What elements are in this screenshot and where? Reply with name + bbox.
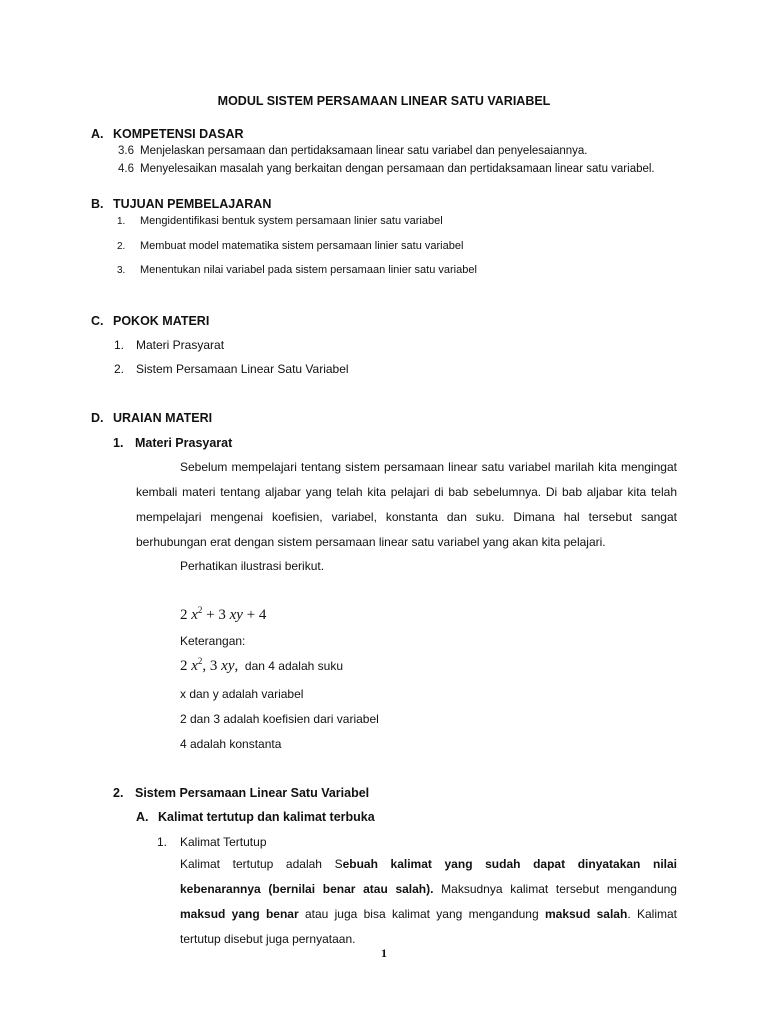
kd-item bbox=[118, 163, 655, 175]
tp-item bbox=[117, 215, 443, 227]
kalimat-tertutup-paragraph bbox=[180, 852, 677, 952]
terms-sep: , 3 bbox=[202, 658, 222, 674]
section-c-letter: C. bbox=[91, 314, 104, 328]
tp-item-text: Mengidentifikasi bentuk system persamaan linier satu variabel bbox=[140, 215, 443, 227]
subsection-2a-letter: A. bbox=[136, 810, 149, 824]
section-a-title: KOMPETENSI DASAR bbox=[113, 127, 244, 141]
section-a-heading bbox=[91, 127, 244, 141]
pm-item bbox=[114, 338, 224, 352]
kd-item-text: Menyelesaikan masalah yang berkaitan dengan persamaan dan pertidaksamaan linear satu variabel. bbox=[140, 163, 655, 175]
pm-item-number: 1. bbox=[114, 338, 125, 352]
kd-item bbox=[118, 145, 588, 157]
para-text-1: Kalimat tertutup adalah S bbox=[180, 857, 343, 871]
tp-item-number: 2. bbox=[117, 241, 126, 252]
section-b-heading bbox=[91, 197, 271, 211]
pm-item-text: Sistem Persamaan Linear Satu Variabel bbox=[136, 362, 349, 376]
para-text-2: Maksudnya kalimat tersebut mengandung bbox=[433, 882, 677, 896]
illustration-intro: Perhatikan ilustrasi berikut. bbox=[180, 559, 325, 573]
tp-item-text: Membuat model matematika sistem persamaan linier satu variabel bbox=[140, 240, 464, 252]
para-text-3: atau juga bisa kalimat yang mengandung bbox=[298, 907, 545, 921]
document-title: MODUL SISTEM PERSAMAAN LINEAR SATU VARIABEL bbox=[217, 94, 551, 108]
kalimat-tertutup-heading bbox=[157, 835, 267, 849]
expr-exponent: 2 bbox=[197, 605, 203, 615]
expr-op-2: + 4 bbox=[242, 607, 267, 623]
subsection-2-number: 2. bbox=[113, 786, 124, 800]
kd-item-number: 4.6 bbox=[118, 163, 134, 175]
pm-item-text: Materi Prasyarat bbox=[136, 338, 225, 352]
section-a-letter: A. bbox=[91, 127, 104, 141]
note-line: x dan y adalah variabel bbox=[180, 687, 304, 701]
subsection-1-heading bbox=[113, 436, 232, 450]
expr-var-xy: xy bbox=[229, 607, 243, 623]
tp-item-text: Menentukan nilai variabel pada sistem persamaan linier satu variabel bbox=[140, 264, 477, 276]
subsection-2a-title: Kalimat tertutup dan kalimat terbuka bbox=[158, 810, 375, 824]
pm-item bbox=[114, 362, 349, 376]
expr-op-1: + 3 bbox=[202, 607, 230, 623]
terms-math bbox=[180, 658, 238, 674]
kalimat-tertutup-title: Kalimat Tertutup bbox=[180, 835, 267, 849]
terms-exponent: 2 bbox=[197, 656, 203, 666]
terms-coef-1: 2 bbox=[180, 658, 188, 674]
tp-item-number: 1. bbox=[117, 216, 126, 227]
subsection-1-number: 1. bbox=[113, 436, 124, 450]
tp-item bbox=[117, 264, 477, 276]
kalimat-tertutup-number: 1. bbox=[157, 835, 168, 849]
subsection-2-heading bbox=[113, 786, 369, 800]
tp-item-number: 3. bbox=[117, 265, 126, 276]
keterangan-label: Keterangan: bbox=[180, 634, 246, 648]
section-c-title: POKOK MATERI bbox=[113, 314, 210, 328]
para-bold-3: maksud salah bbox=[544, 907, 628, 921]
terms-tail: , bbox=[234, 658, 239, 674]
expr-var-x: x bbox=[191, 607, 198, 623]
section-d-heading bbox=[91, 411, 212, 425]
section-c-heading bbox=[91, 314, 209, 328]
tp-item bbox=[117, 240, 463, 252]
terms-var-x: x bbox=[191, 658, 198, 674]
para-text-4: . Kalimat tertutup disebut juga pernyataan. bbox=[180, 907, 677, 946]
expr-coef-1: 2 bbox=[180, 607, 188, 623]
para-bold-2: maksud yang benar bbox=[180, 907, 299, 921]
note-line: 4 adalah konstanta bbox=[180, 737, 282, 751]
subsection-1-title: Materi Prasyarat bbox=[135, 436, 233, 450]
section-b-letter: B. bbox=[91, 197, 104, 211]
terms-var-xy: xy bbox=[221, 658, 235, 674]
subsection-2-title: Sistem Persamaan Linear Satu Variabel bbox=[135, 786, 370, 800]
section-d-title: URAIAN MATERI bbox=[113, 411, 213, 425]
terms-suffix: dan 4 adalah suku bbox=[244, 659, 344, 673]
algebra-expression bbox=[180, 605, 266, 624]
note-line: 2 dan 3 adalah koefisien dari variabel bbox=[180, 712, 379, 726]
subsection-2a-heading bbox=[136, 810, 375, 824]
kd-item-number: 3.6 bbox=[118, 145, 134, 157]
section-b-title: TUJUAN PEMBELAJARAN bbox=[113, 197, 272, 211]
prasyarat-paragraph: Sebelum mempelajari tentang sistem persamaan linear satu variabel marilah kita mengingat kembali materi tentang aljabar yang telah kita pelajari di bab sebelumnya. Di bab aljabar kita telah mempelajari mengenai koefisien, variabel, konstanta dan suku. Dimana hal tersebut sangat berhubungan erat dengan sistem persamaan linear satu variabel yang akan kita pelajari. bbox=[136, 460, 677, 549]
kd-item-text: Menjelaskan persamaan dan pertidaksamaan linear satu variabel dan penyelesaiannya. bbox=[140, 145, 588, 157]
terms-line bbox=[180, 656, 343, 675]
page-number: 1 bbox=[381, 946, 387, 960]
section-d-letter: D. bbox=[91, 411, 104, 425]
para-bold-1: ebuah kalimat yang sudah dapat dinyatakan nilai kebenarannya (bernilai benar atau salah). bbox=[180, 857, 678, 896]
pm-item-number: 2. bbox=[114, 362, 125, 376]
